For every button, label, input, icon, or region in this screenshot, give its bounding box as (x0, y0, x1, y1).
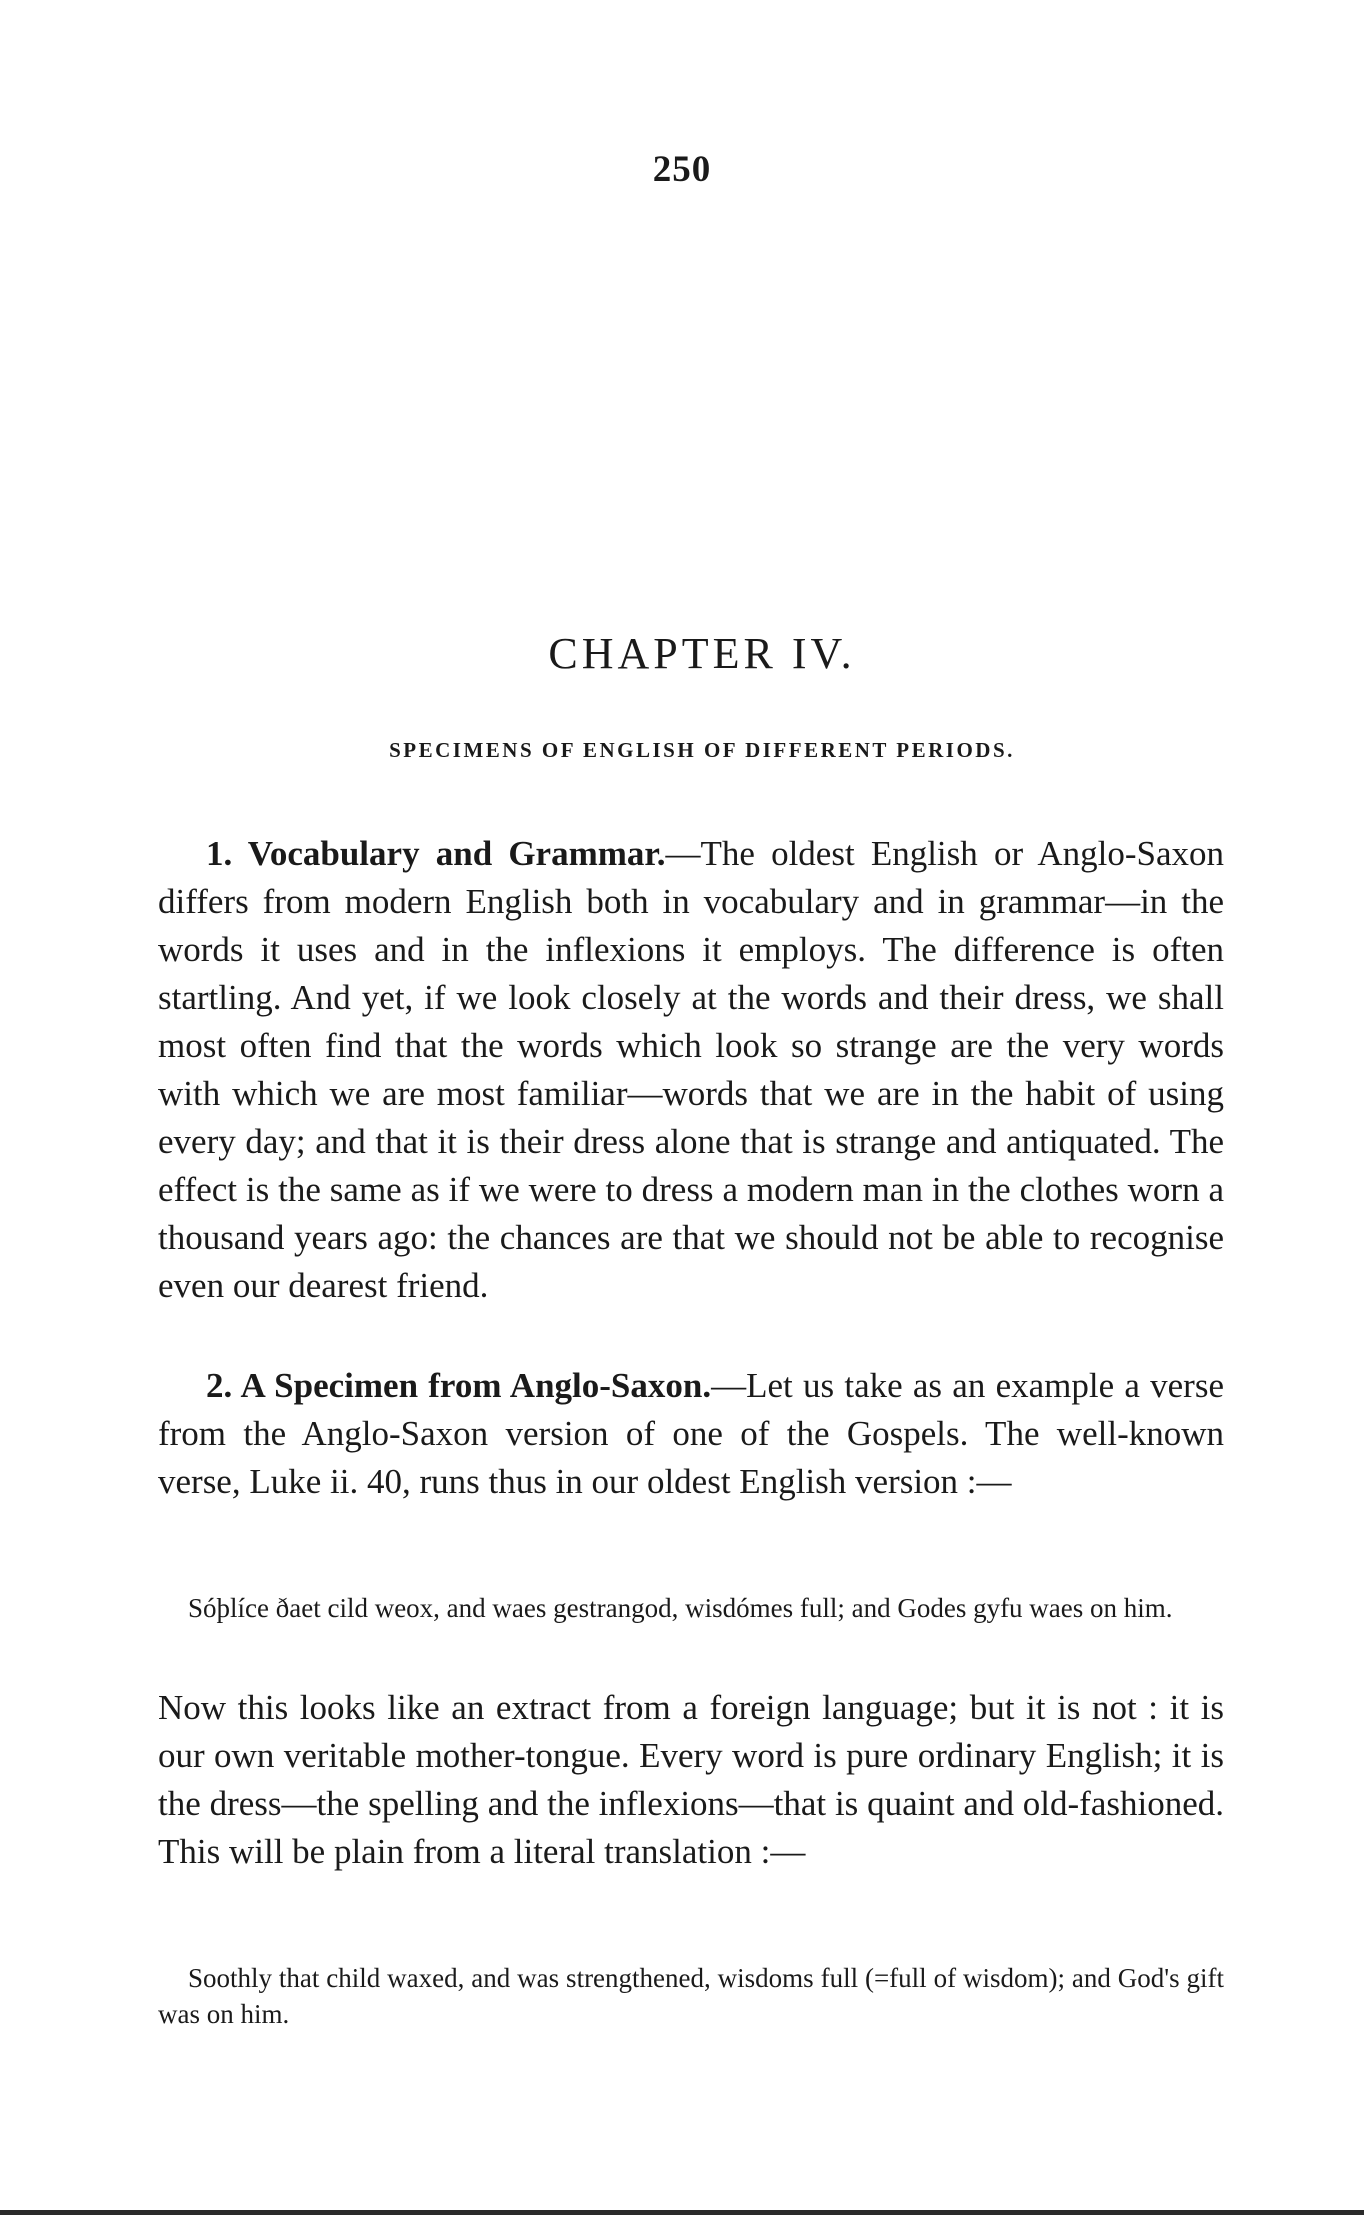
section-heading: 2. A Specimen from Anglo-Saxon. (206, 1366, 712, 1405)
section-text: —Let us take as an example a verse from the Anglo-Saxon version of one of the Gospels. The well-known verse, Luke ii. 40, runs thus in our oldest English version :— (158, 1366, 1224, 1501)
chapter-subtitle: SPECIMENS OF ENGLISH OF DIFFERENT PERIODS. (389, 738, 1015, 762)
bottom-rule (0, 2210, 1364, 2215)
section-vocabulary-grammar (158, 830, 1224, 1310)
page-number: 250 (652, 149, 712, 190)
paragraph (158, 830, 1224, 1310)
section-text: —The oldest English or Anglo-Saxon differs from modern English both in vocabulary and in grammar—in the words it uses and in the inflexions it employs. The difference is often startling. And yet, if we look closely at the words and their dress, we shall most often find that the words which look so strange are the very words with which we are most familiar—words that we are in the habit of using every day; and that it is their dress alone that is strange and antiquated. The effect is the same as if we were to dress a modern man in the clothes worn a thousand years ago: the chances are that we should not be able to recognise even our dearest friend. (158, 834, 1224, 1305)
section-heading: 1. Vocabulary and Grammar. (206, 834, 666, 873)
section-anglo-saxon-specimen (158, 1362, 1224, 1506)
paragraph (158, 1362, 1224, 1506)
middle-paragraph (158, 1684, 1224, 1876)
translation-quote: Soothly that child waxed, and was strengthened, wisdoms full (=full of wisdom); and God's gift was on him. (158, 1963, 1224, 2029)
anglo-saxon-quote: Sóþlíce ðaet cild weox, and waes gestrangod, wisdómes full; and Godes gyfu waes on him. (188, 1593, 1173, 1623)
chapter-title: CHAPTER IV. (548, 629, 856, 678)
paragraph: Now this looks like an extract from a foreign language; but it is not : it is our own veritable mother-tongue. Every word is pure ordinary English; it is the dress—the spelling and the inflexions—that is quaint and old-fashioned. This will be plain from a literal translation :— (158, 1688, 1224, 1871)
